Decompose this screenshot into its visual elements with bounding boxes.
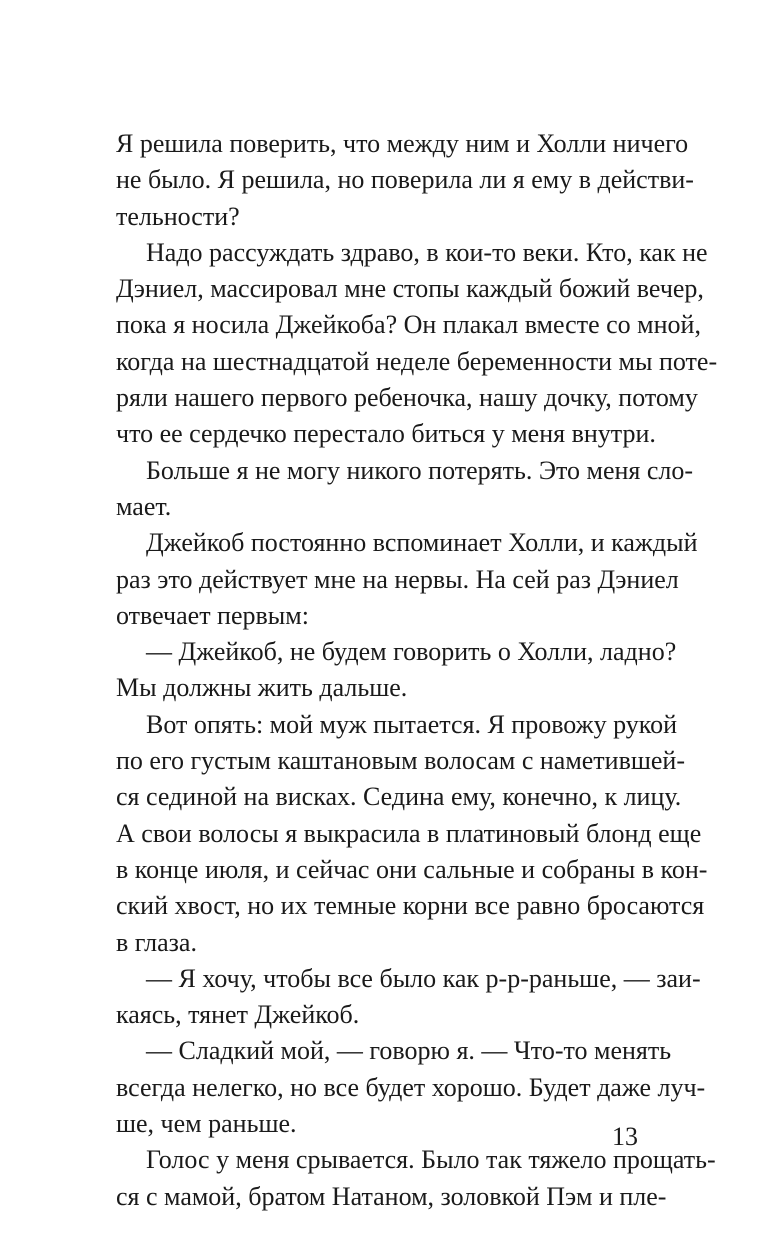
text-line: Больше я не могу никого потерять. Это меня сло- (146, 455, 694, 485)
text-line: ряли нашего первого ребеночка, нашу дочку, потому (116, 383, 698, 413)
text-line: — Джейкоб, не будем говорить о Холли, ладно? (146, 637, 677, 667)
text-line: ский хвост, но их темные корни все равно бросаются (116, 891, 705, 921)
text-line: ся сединой на висках. Седина ему, конечно, к лицу. (116, 782, 682, 812)
text-line: ся с мамой, братом Натаном, золовкой Пэм и пле- (116, 1181, 667, 1211)
text-line: Вот опять: мой муж пытается. Я провожу рукой (146, 709, 677, 739)
text-line: в глаза. (116, 927, 197, 957)
text-line: в конце июля, и сейчас они сальные и собраны в кон- (116, 854, 708, 884)
text-line: А свои волосы я выкрасила в платиновый блонд еще (116, 818, 702, 848)
text-line: пока я носила Джейкоба? Он плакал вместе со мной, (116, 310, 701, 340)
text-line: отвечает первым: (116, 600, 309, 630)
text-line: Надо рассуждать здраво, в кои-то веки. Кто, как не (146, 237, 708, 267)
text-line: — Я хочу, чтобы все было как р-р-раньше, — заи- (146, 963, 701, 993)
text-line: Дэниел, массировал мне стопы каждый божий вечер, (116, 274, 704, 304)
text-line: — Сладкий мой, — говорю я. — Что-то менять (146, 1036, 672, 1066)
text-line: тельности? (116, 201, 240, 231)
page-number: 13 (612, 1122, 638, 1151)
text-line: что ее сердечко перестало биться у меня внутри. (116, 419, 656, 449)
text-line: ше, чем раньше. (116, 1109, 297, 1139)
text-line: Голос у меня срывается. Было так тяжело прощать- (146, 1145, 716, 1175)
text-line: когда на шестнадцатой неделе беременности мы поте- (116, 346, 718, 376)
text-line: мает. (116, 491, 172, 521)
text-line: Мы должны жить дальше. (116, 673, 408, 703)
body-text (116, 126, 718, 1215)
text-line: каясь, тянет Джейкоб. (116, 1000, 360, 1030)
text-line: по его густым каштановым волосам с наметившей- (116, 746, 685, 776)
text-line: не было. Я решила, но поверила ли я ему в действи- (116, 165, 694, 195)
text-line: Я решила поверить, что между ним и Холли ничего (116, 129, 689, 158)
text-line: всегда нелегко, но все будет хорошо. Будет даже луч- (116, 1072, 706, 1102)
text-line: Джейкоб постоянно вспоминает Холли, и каждый (146, 528, 698, 558)
text-line: раз это действует мне на нервы. На сей раз Дэниел (116, 564, 679, 594)
